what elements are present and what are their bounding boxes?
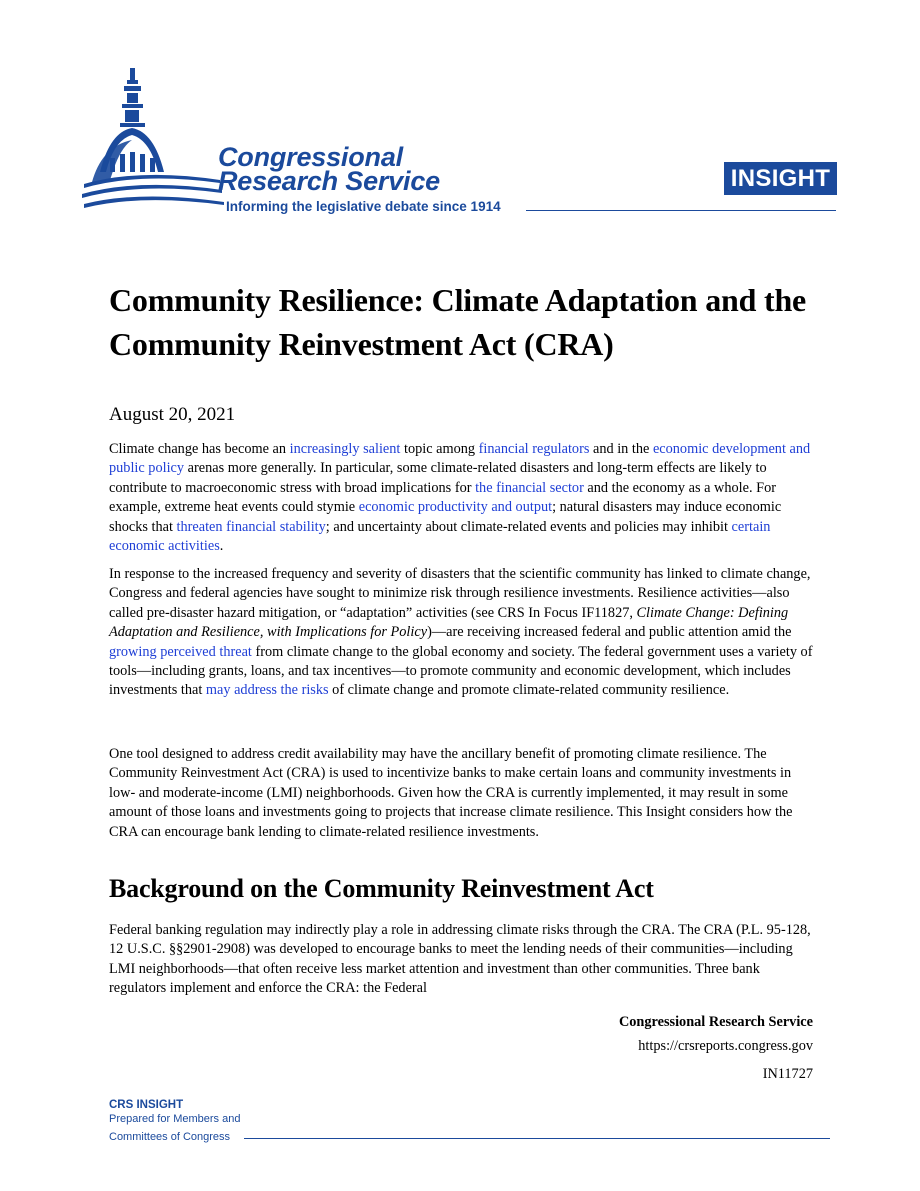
link-financial-sector[interactable]: the financial sector — [475, 479, 584, 496]
link-may-address-the-risks[interactable]: may address the risks — [205, 682, 329, 699]
link-financial-regulators[interactable]: financial regulators — [478, 441, 590, 457]
paragraph-intro: Climate change has become an increasingly salient topic among financial regulators and in the economic development and public policy arenas more generally. In particular, some climate-related disasters and long-term effects are likely to contribute to macroeconomic stress with broad implications for the financial sector and the economy as a whole. For example, extreme heat events could stymie economic productivity and output; natural disasters may induce economic shocks that threaten financial stability; and uncertainty about climate-related events and policies may inhibit certain economic activities. — [109, 441, 811, 555]
paragraph-cra-tool: One tool designed to address credit availability may have the ancillary benefit of promoting climate resilience. The Community Reinvestment Act (CRA) is used to incentivize banks to make certain loans and community investments in low- and moderate-income (LMI) neighborhoods. Given how the CRA is currently implemented, it may result in some amount of those loans and investments going to projects that increase climate resilience. This Insight considers how the CRA can encourage bank lending to climate-related resilience investments. — [109, 746, 793, 840]
section-heading-background: Background on the Community Reinvestment Act — [109, 874, 654, 903]
page-title: Community Resilience: Climate Adaptation and the Community Reinvestment Act (CRA) — [109, 282, 807, 362]
tagline: Informing the legislative debate since 1914 — [226, 199, 501, 214]
paragraph-background: Federal banking regulation may indirectly play a role in addressing climate risks through the CRA. The CRA (P.L. 95-128, 12 U.S.C. §§2901-2908) was developed to encourage banks to meet the lending needs of their communities—including LMI neighborhoods—that often receive less market attention and investment than other communities. Three bank regulators implement and enforce the CRA: the Federal — [109, 922, 811, 997]
prepared-for-line1: Prepared for Members and — [109, 1113, 241, 1125]
link-growing-perceived-threat[interactable]: growing perceived threat — [109, 643, 252, 660]
link-economic-productivity[interactable]: economic productivity and output — [358, 499, 553, 516]
link-economic-development[interactable]: economic development and public policy — [109, 441, 811, 477]
publication-date: August 20, 2021 — [109, 404, 236, 425]
in-focus-title: Climate Change: Defining Adaptation and Resilience, with Implications for Policy — [109, 604, 789, 641]
link-economic-activities[interactable]: certain economic activities — [109, 518, 771, 555]
footer-url[interactable]: https://crsreports.congress.gov — [638, 1038, 813, 1054]
crs-insight-label: CRS INSIGHT — [109, 1099, 184, 1111]
org-name-line2: Research Service — [218, 166, 440, 196]
footer-report-id: IN11727 — [762, 1066, 813, 1082]
link-increasingly-salient[interactable]: increasingly salient — [289, 441, 401, 457]
footer-org: Congressional Research Service — [618, 1014, 813, 1030]
insight-badge: INSIGHT — [724, 162, 837, 195]
link-financial-stability[interactable]: threaten financial stability — [176, 518, 326, 535]
header-rule — [526, 210, 836, 211]
footer-rule — [244, 1138, 830, 1139]
capitol-dome-icon — [80, 62, 230, 220]
paragraph-resilience: In response to the increased frequency and severity of disasters that the scientific community has linked to climate change, Congress and federal agencies have sought to minimize risk through resilience investments. Resilience activities—also called pre-disaster hazard mitigation, or “adaptation” activities (see CRS In Focus IF11827, Climate Change: Defining Adaptation and Resilience, with Implications for Policy)—are receiving increased federal and public attention amid the growing perceived threat from climate change to the global economy and society. The federal government uses a variety of tools—including grants, loans, and tax incentives—to promote community and economic development, which includes investments that may address the risks of climate change and promote climate-related community resilience. — [109, 566, 813, 699]
org-name-line1: Congressional — [218, 142, 403, 172]
prepared-for-line2: Committees of Congress — [109, 1131, 231, 1143]
